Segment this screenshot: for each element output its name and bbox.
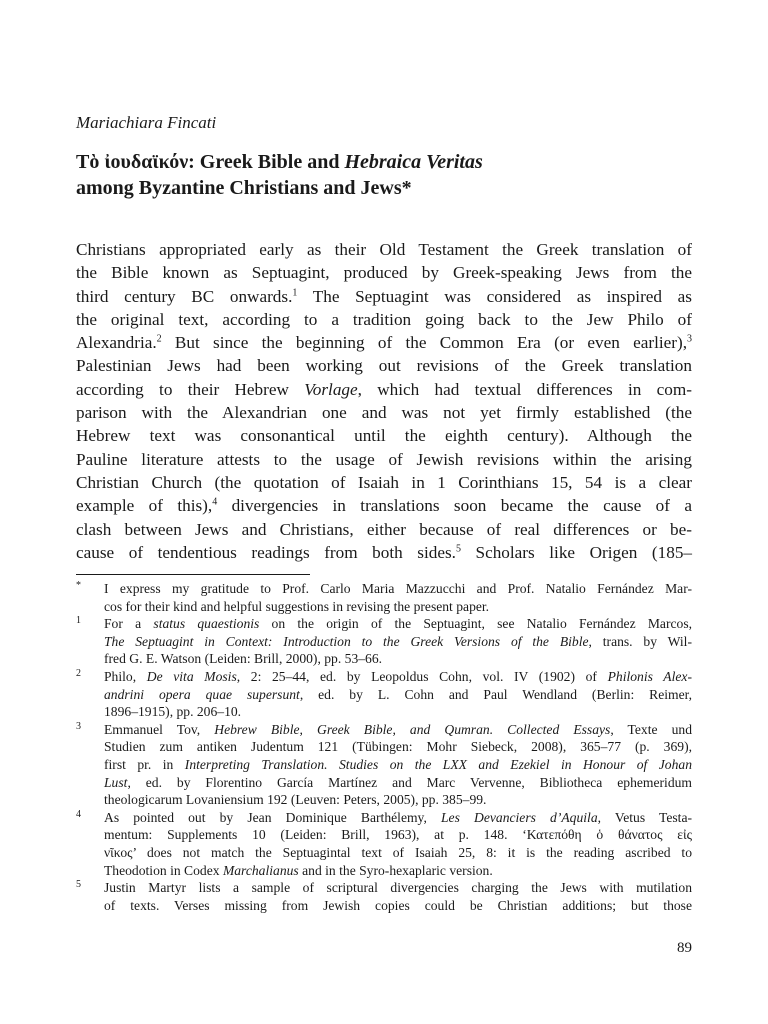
body-line: parison with the Alexandrian one and was not yet firmly established (the [76,403,692,423]
body-line: Alexandria.$^2$ But since the beginning of the Common Era (or even earlier),$^3$ [76,333,692,353]
body-line: Hebrew text was consonantical until the eighth century). Although the [76,426,692,446]
body-line: Christian Church (the quotation of Isaiah in 1 Corinthians 15, 54 is a clear [76,472,692,492]
body-line: the Bible known as Septuagint, produced by Greek-speaking Jews from the [76,263,692,283]
body-line: clash between Jews and Christians, either because of real differences or be- [76,519,692,539]
title-line-2: among Byzantine Christians and Jews* [76,177,412,199]
footnote-ref[interactable]: 2 [156,333,162,345]
footnote-ref[interactable]: 1 [292,286,298,298]
body-line: cause of tendentious readings from both sides.$^5$ Scholars like Origen (185– [76,542,693,562]
body-line: third century BC onwards.$^1$ The Septuagint was considered as inspired as [76,286,692,306]
footnotes [76,580,692,914]
body-line: Palestinian Jews had been working out revisions of the Greek translation [76,356,692,376]
title-line-1: Τὸ ἰουδαϊκόν: Greek Bible and Hebraica Veritas [76,151,483,173]
footnote-5: 5 Justin Martyr lists a sample of scriptural divergencies charging the Jews with mutilation of texts. Verses missing from Jewish copies could be Christian additions; but those [76,879,692,914]
body-line: the original text, according to a tradition going back to the Jew Philo of [76,309,692,329]
footnote-1: 1 For a status quaestionis on the origin of the Septuagint, see Natalio Fernández Marcos, The Septuagint in Context: Introduction to the Greek Versions of the Bible, trans. by Wil- fred G. E. Watson (Leiden: Brill, 2000), pp. 53–66. [76,615,692,668]
footnote-divider [76,574,310,575]
article-title [76,149,692,201]
footnote-marker: 3 [76,720,81,732]
footnote-4: 4 As pointed out by Jean Dominique Barthélemy, Les Devanciers d’Aquila, Vetus Testa- mentum: Supplements 10 (Leiden: Brill, 1963), at p. 148. ‘Κατεπόθη ὁ θάνατος εἰς νῖκος’ does not match the Septuagintal text of Isaiah 25, 8: it is the reading ascribed to Theodotion in Codex Marchalianus and in the Syro-hexaplaric version. [76,809,692,879]
footnote-marker: 4 [76,808,81,820]
body-line: according to their Hebrew Vorlage, which had textual differences in com- [76,379,692,399]
footnote-marker: * [76,580,81,591]
body-text [76,238,692,564]
footnote-marker: 5 [76,879,81,891]
page-number: 89 [677,940,692,956]
footnote-star: * I express my gratitude to Prof. Carlo Maria Mazzucchi and Prof. Natalio Fernández Mar- cos for their kind and helpful suggestions in revising the present paper. [76,580,692,615]
footnote-3: 3 Emmanuel Tov, Hebrew Bible, Greek Bible, and Qumran. Collected Essays, Texte und Studien zum antiken Judentum 121 (Tübingen: Mohr Siebeck, 2008), 365–77 (p. 369), first pr. in Interpreting Translation. Studies on the LXX and Ezekiel in Honour of Johan Lust, ed. by Florentino García Martínez and Marc Vervenne, Bibliotheca ephemeridum theologicarum Lovaniensium 192 (Leuven: Peters, 2005), pp. 385–99. [76,721,692,809]
author-name: Mariachiara Fincati [76,113,217,132]
footnote-ref[interactable]: 4 [212,496,218,508]
body-line: Christians appropriated early as their Old Testament the Greek translation of [76,240,692,259]
footnote-marker: 2 [76,667,81,679]
footnote-marker: 1 [76,615,81,627]
footnote-ref[interactable]: 5 [455,543,461,555]
body-line: Pauline literature attests to the usage of Jewish revisions within the arising [76,449,692,469]
body-line: example of this),$^4$ divergencies in translations soon became the cause of a [76,496,692,516]
footnote-ref[interactable]: 3 [687,333,692,345]
page [76,0,692,1024]
footnote-2: 2 Philo, De vita Mosis, 2: 25–44, ed. by Leopoldus Cohn, vol. IV (1902) of Philonis Alex- andrini opera quae supersunt, ed. by L. Cohn and Paul Wendland (Berlin: Reimer, 1896–1915), pp. 206–10. [76,668,692,721]
